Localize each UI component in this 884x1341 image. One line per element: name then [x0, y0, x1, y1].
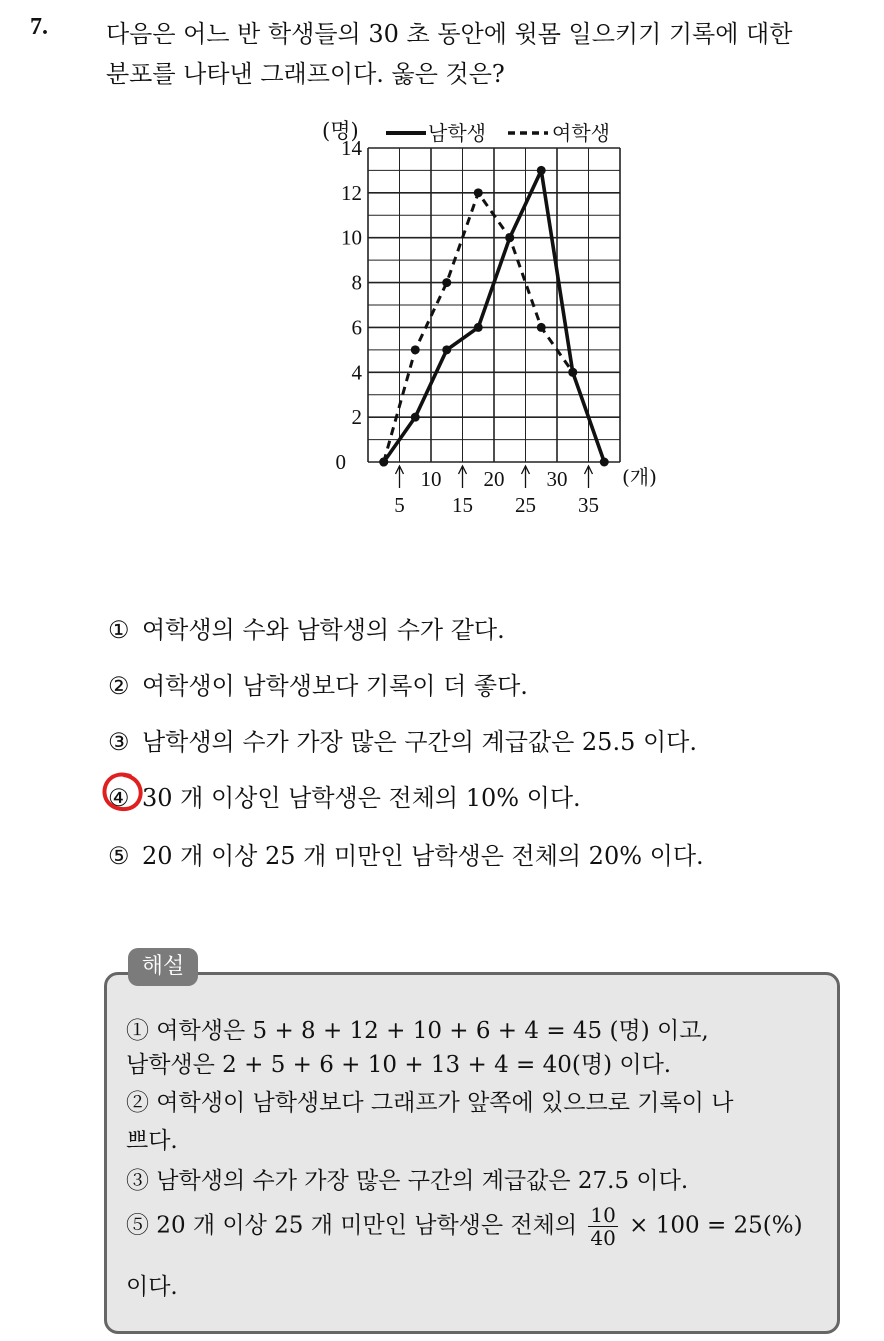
- y-tick-label: 4: [351, 360, 362, 385]
- series-boys-point: [474, 323, 483, 332]
- series-boys-point: [379, 458, 388, 467]
- question-text-line2: 분포를 나타낸 그래프이다. 옳은 것은?: [106, 60, 505, 88]
- option-text: 남학생의 수가 가장 많은 구간의 계급값은 25.5 이다.: [142, 728, 697, 756]
- explanation-line6-pre: ⑤ 20 개 이상 25 개 미만인 남학생은 전체의: [126, 1212, 578, 1239]
- series-girls-point: [442, 278, 451, 287]
- option-mark: ①: [108, 616, 130, 644]
- fraction-numerator: 10: [590, 1203, 616, 1227]
- y-tick-label: 10: [341, 225, 362, 250]
- y-tick-label: 14: [341, 136, 362, 160]
- series-girls-point: [411, 345, 420, 354]
- series-boys-point: [411, 413, 420, 422]
- explanation-tab: 해설: [128, 948, 198, 986]
- x-tick-label-lower: 5: [394, 493, 405, 517]
- option-1[interactable]: [108, 610, 505, 645]
- explanation-line4: 쁘다.: [126, 1128, 178, 1154]
- explanation-line5: ③ 남학생의 수가 가장 많은 구간의 계급값은 27.5 이다.: [126, 1168, 689, 1194]
- series-boys-point: [442, 345, 451, 354]
- option-mark: ④: [108, 784, 130, 812]
- x-tick-label-lower: 35: [578, 493, 599, 517]
- x-tick-label-upper: 30: [546, 467, 568, 491]
- option-mark: ③: [108, 728, 130, 756]
- explanation-line6: [126, 1204, 803, 1249]
- y-tick-label: 0: [335, 450, 346, 474]
- explanation-line7: 이다.: [126, 1274, 178, 1300]
- series-girls-point: [537, 323, 546, 332]
- x-tick-label-lower: 25: [515, 493, 536, 517]
- series-boys-point: [505, 233, 514, 242]
- y-tick-label: 6: [351, 315, 362, 340]
- series-boys-point: [537, 166, 546, 175]
- option-mark: ⑤: [108, 842, 130, 870]
- answer-circle-icon: [100, 770, 144, 814]
- option-3[interactable]: [108, 722, 697, 757]
- explanation-line1: ① 여학생은 5 + 8 + 12 + 10 + 6 + 4 = 45 (명) 이고,: [126, 1018, 709, 1044]
- y-unit-label: (명): [322, 119, 359, 143]
- fraction-denominator: 40: [590, 1226, 616, 1250]
- option-2[interactable]: [108, 666, 528, 701]
- series-girls-point: [474, 188, 483, 197]
- y-tick-label: 2: [351, 405, 362, 430]
- x-tick-label-upper: 20: [483, 467, 505, 491]
- x-tick-label-upper: 10: [420, 467, 442, 491]
- option-text: 여학생이 남학생보다 기록이 더 좋다.: [142, 672, 528, 700]
- question-number: 7.: [30, 14, 48, 40]
- explanation-line6-post: × 100 = 25(%): [629, 1212, 803, 1239]
- explanation-line3: ② 여학생이 남학생보다 그래프가 앞쪽에 있으므로 기록이 나: [126, 1090, 734, 1116]
- option-4[interactable]: [108, 778, 581, 813]
- series-boys-point: [568, 368, 577, 377]
- frequency-polygon-chart: [300, 110, 660, 530]
- option-text: 20 개 이상 25 개 미만인 남학생은 전체의 20% 이다.: [142, 842, 704, 870]
- series-boys-point: [600, 458, 609, 467]
- option-mark: ②: [108, 672, 130, 700]
- option-text: 여학생의 수와 남학생의 수가 같다.: [142, 616, 505, 644]
- y-tick-label: 12: [341, 180, 362, 205]
- question-text-line1: 다음은 어느 반 학생들의 30 초 동안에 윗몸 일으키기 기록에 대한: [106, 20, 793, 48]
- x-tick-label-lower: 15: [452, 493, 473, 517]
- explanation-line2: 남학생은 2 + 5 + 6 + 10 + 13 + 4 = 40(명) 이다.: [126, 1052, 672, 1078]
- fraction: [588, 1204, 617, 1249]
- x-unit-label: (개): [622, 465, 657, 489]
- chart-grid: [368, 148, 620, 462]
- y-tick-label: 8: [351, 270, 362, 295]
- option-5[interactable]: [108, 836, 704, 871]
- legend-label-girls: 여학생: [552, 121, 610, 145]
- option-text: 30 개 이상인 남학생은 전체의 10% 이다.: [142, 784, 581, 812]
- legend-label-boys: 남학생: [428, 121, 486, 145]
